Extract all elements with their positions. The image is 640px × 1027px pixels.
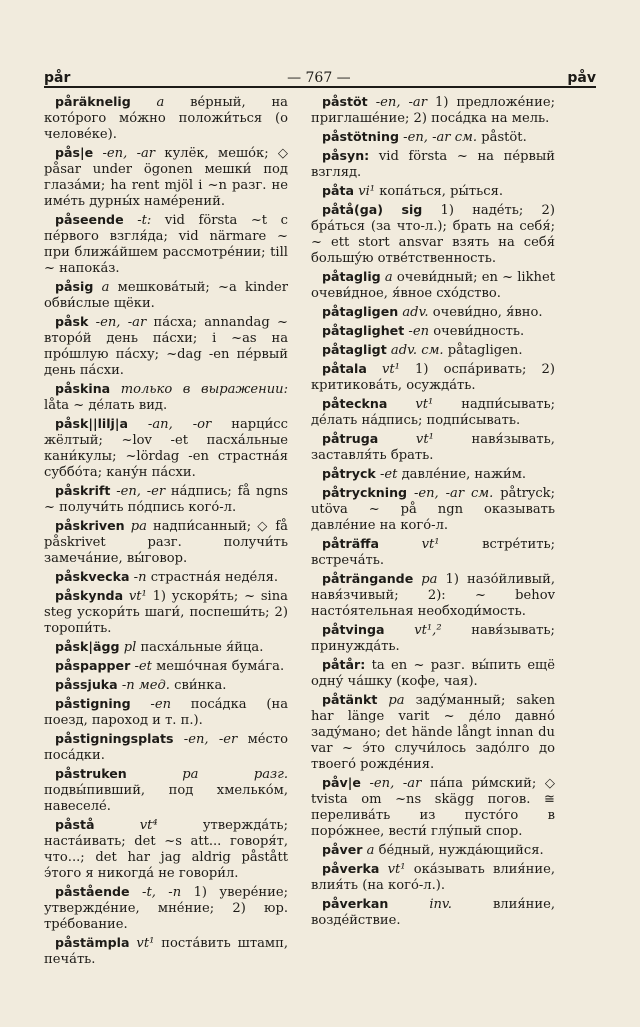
dictionary-entry: [311, 485, 555, 534]
entry-grammar: -en: [150, 697, 172, 712]
dictionary-entry: [311, 396, 555, 429]
dictionary-entry: [44, 696, 288, 729]
entry-headword: påstöt: [322, 94, 368, 109]
entry-headword: påräknelig: [55, 94, 131, 109]
entry-headword: påv|e: [322, 775, 361, 790]
entry-definition: па́сха; annandag ~ второ́й день па́схи; i ~as на про́шлую па́сху; ~dag -en пе́рвый день па́схи.: [44, 315, 288, 378]
entry-definition: надпи́сывать; де́лать на́дпись; подпи́сывать.: [311, 397, 555, 428]
entry-grammar: -en, -er: [116, 484, 166, 499]
entry-definition: сви́нка.: [174, 678, 227, 693]
entry-grammar: vt¹: [136, 936, 155, 951]
header-first-headword: pår: [44, 70, 71, 86]
page-header: [44, 62, 596, 86]
entry-grammar: adv. см.: [390, 343, 444, 358]
entry-grammar: a: [156, 95, 165, 110]
entry-definition: встре́тить; встреча́ть.: [311, 537, 555, 568]
dictionary-entry: [311, 657, 555, 690]
entry-headword: påstigning: [55, 696, 131, 711]
page-number: — 767 —: [287, 70, 351, 86]
entry-headword: påver: [322, 842, 363, 857]
dictionary-entry: [44, 817, 288, 882]
entry-grammar: pa разг.: [182, 767, 288, 782]
dictionary-entry: [311, 129, 555, 146]
entry-headword: påstötning: [322, 129, 399, 144]
entry-headword: påtaglig: [322, 269, 381, 284]
entry-headword: påtvinga: [322, 622, 385, 637]
dictionary-entry: [44, 381, 288, 414]
entry-definition: 1) оспа́ривать; 2) критикова́ть, осужда́ть.: [311, 362, 555, 393]
entry-definition: очеви́дность.: [433, 324, 525, 339]
entry-headword: påsk: [55, 314, 89, 329]
entry-definition: 1) увере́ние; утвержде́ние, мне́ние; 2) юр. тре́бование.: [44, 885, 288, 932]
entry-definition: навя́зывать; принужда́ть.: [311, 623, 555, 654]
entry-definition: 1) наде́ть; 2) бра́ться (за что-л.); брать на себя́; ~ ett stort ansvar взять на себя́ большу́ю отве́тственность.: [311, 203, 555, 266]
entry-definition: påtagligen.: [447, 343, 523, 358]
dictionary-entry: [44, 212, 288, 277]
entry-headword: påtryck: [322, 466, 376, 481]
entry-grammar: -et: [379, 467, 398, 482]
entry-headword: påstigningsplats: [55, 731, 174, 746]
entry-definition: па́па ри́мский; ◇ tvista om ~ns skägg погов. ≅ перелива́ть из пусто́го в поро́жнее, вести́ глу́пый спор.: [311, 776, 555, 839]
entry-grammar: -en, -er: [183, 732, 238, 747]
entry-grammar: vt¹: [421, 537, 440, 552]
dictionary-entry: [311, 842, 555, 859]
entry-grammar: -et: [134, 659, 152, 674]
entry-definition: утвержда́ть; наста́ивать; det ~s att... говоря́т, что...; det har jag aldrig påstått э́того я никогда́ не говори́л.: [44, 818, 288, 881]
dictionary-entry: [311, 431, 555, 464]
entry-definition: мешкова́тый; ~a kinder обви́слые щёки.: [44, 280, 289, 311]
dictionary-entry: [311, 183, 555, 200]
dictionary-entry: [44, 731, 288, 764]
entry-grammar: -en: [408, 324, 430, 339]
dictionary-entry: [311, 94, 555, 127]
dictionary-entry: [311, 342, 555, 359]
entry-definition: 1) ускоря́ть; ~ sina steg ускори́ть шаги́, поспеши́ть; 2) торопи́ть.: [44, 589, 288, 636]
entry-headword: påskvecka: [55, 569, 130, 584]
entry-definition: 1) назо́йливый, навя́зчивый; 2): ~ behov насто́ятельная необходи́мость.: [311, 572, 555, 619]
dictionary-entry: [44, 935, 288, 968]
header-last-headword: påv: [567, 70, 596, 86]
entry-grammar: a: [366, 843, 375, 858]
entry-definition: ве́рный, на кото́рого мо́жно положи́ться (о челове́ке).: [44, 95, 288, 142]
entry-headword: påtaglighet: [322, 323, 405, 338]
dictionary-entry: [311, 775, 555, 840]
dictionary-entry: [44, 884, 288, 933]
entry-definition: заду́манный; saken har länge varit ~ де́ло давно́ заду́мано; det hände långt innan du var ~ э́то случи́лось задо́лго до твоего́ рожде́ния.: [311, 693, 556, 772]
entry-definition: на́дпись; få ngns ~ получи́ть по́дпись кого́-л.: [44, 484, 288, 515]
entry-definition: пасха́льные я́йца.: [140, 640, 264, 655]
entry-headword: påstå: [55, 817, 95, 832]
entry-definition: påtryck; utöva ~ på ngn оказывать давле́ние на кого́-л.: [311, 486, 556, 533]
entry-headword: påträffa: [322, 536, 379, 551]
dictionary-entry: [311, 202, 555, 267]
entry-definition: очеви́дно, я́вно.: [432, 305, 543, 320]
dictionary-entry: [311, 536, 555, 569]
dictionary-entry: [311, 692, 555, 773]
entry-grammar: -n: [133, 570, 147, 585]
entry-headword: påstående: [55, 884, 130, 899]
entry-definition: vid första ~t с пе́рвого взгля́да; vid närmare ~ при ближа́йшем рассмотре́нии; till ~ напока́з.: [44, 213, 288, 276]
entry-headword: påstämpla: [55, 935, 130, 950]
dictionary-entry: [44, 416, 288, 481]
entry-grammar: -n мед.: [121, 678, 170, 693]
dictionary-entry: [44, 518, 288, 567]
entry-grammar: inv.: [429, 897, 452, 912]
entry-headword: påskriven: [55, 518, 125, 533]
entry-grammar: vt¹: [128, 589, 147, 604]
entry-headword: påtå(ga) sig: [322, 202, 423, 217]
entry-grammar: -en, -ar: [95, 315, 147, 330]
entry-headword: påverka: [322, 861, 380, 876]
entry-grammar: a: [384, 270, 393, 285]
entry-grammar: vt¹: [381, 362, 400, 377]
dictionary-entry: [44, 766, 288, 815]
entry-definition: навя́зывать, заставля́ть брать.: [311, 432, 555, 463]
entry-headword: påträngande: [322, 571, 414, 586]
dictionary-entry: [44, 569, 288, 586]
entry-definition: ta en ~ разг. вы́пить ещё одну́ ча́шку (кофе, чая).: [311, 658, 555, 689]
entry-headword: påskrift: [55, 483, 111, 498]
entry-headword: påsyn:: [322, 148, 370, 163]
entry-grammar: -en, -ar: [375, 95, 427, 110]
entry-grammar: -en, -ar см.: [413, 486, 494, 501]
dictionary-entry: [311, 304, 555, 321]
dictionary-entry: [44, 639, 288, 656]
dictionary-entry: [44, 588, 288, 637]
entry-definition: поста́вить штамп, печа́ть.: [44, 936, 288, 967]
entry-definition: нарци́сс жёлтый; ~lov -et пасха́льные кани́кулы; ~lördag -en страстна́я суббо́та; кану́н па́схи.: [44, 417, 288, 480]
entry-headword: påtala: [322, 361, 367, 376]
entry-headword: påverkan: [322, 896, 389, 911]
entry-grammar: -t:: [137, 213, 152, 228]
entry-headword: påspapper: [55, 658, 131, 673]
entry-headword: påskina: [55, 381, 111, 396]
dictionary-entry: [311, 466, 555, 483]
dictionary-entry: [311, 896, 555, 929]
entry-headword: påteckna: [322, 396, 388, 411]
entry-definition: давле́ние, нажи́м.: [401, 467, 527, 482]
entry-definition: очеви́дный; en ~ likhet очеви́дное, я́вное схо́дство.: [311, 270, 555, 301]
entry-headword: påtryckning: [322, 485, 408, 500]
dictionary-entry: [44, 658, 288, 675]
entry-definition: копа́ться, ры́ться.: [379, 184, 504, 199]
entry-headword: påtagligen: [322, 304, 399, 319]
entry-headword: påskynda: [55, 588, 124, 603]
entry-grammar: pa: [130, 519, 147, 534]
entry-definition: поса́дка (на поезд, пароход и т. п.).: [44, 697, 289, 728]
header-rule: [44, 86, 596, 88]
dictionary-entry: [311, 323, 555, 340]
entry-grammar: vt¹,²: [414, 623, 442, 638]
right-column: [311, 94, 555, 931]
dictionary-entry: [44, 314, 288, 379]
entry-headword: påtruga: [322, 431, 379, 446]
entry-grammar: a: [101, 280, 110, 295]
dictionary-entry: [311, 269, 555, 302]
dictionary-entry: [44, 483, 288, 516]
entry-headword: påsk||lilj|a: [55, 416, 128, 431]
entry-grammar: vt¹: [415, 432, 434, 447]
entry-grammar: vt¹: [387, 862, 406, 877]
entry-headword: påstruken: [55, 766, 127, 781]
dictionary-entry: [311, 148, 555, 181]
entry-definition: влия́ние, возде́йствие.: [311, 897, 555, 928]
dictionary-entry: [44, 94, 288, 143]
entry-grammar: -an, -or: [147, 417, 212, 432]
dictionary-entry: [44, 279, 288, 312]
entry-headword: påta: [322, 183, 355, 198]
entry-definition: подвы́пивший, под хмелько́м, навеселе́.: [44, 783, 288, 814]
entry-definition: låta ~ де́лать вид.: [44, 398, 168, 413]
entry-definition: påstöt.: [481, 130, 527, 145]
entry-grammar: -en, -ar см.: [403, 130, 478, 145]
entry-grammar: -en, -ar: [102, 146, 156, 161]
entry-grammar: только в выражении:: [120, 382, 288, 397]
left-column: [44, 94, 288, 970]
dictionary-entry: [311, 571, 555, 620]
entry-definition: бе́дный, нужда́ющийся.: [378, 843, 544, 858]
entry-definition: 1) предложе́ние; приглаше́ние; 2) поса́дка на мель.: [311, 95, 555, 126]
entry-headword: påseende: [55, 212, 124, 227]
entry-definition: ме́сто поса́дки.: [44, 732, 288, 763]
entry-grammar: pa: [388, 693, 405, 708]
entry-grammar: vt¹: [415, 397, 434, 412]
entry-grammar: pl: [123, 640, 137, 655]
entry-headword: påtänkt: [322, 692, 378, 707]
entry-grammar: pa: [421, 572, 438, 587]
entry-headword: påsk|ägg: [55, 639, 120, 654]
entry-definition: ока́зывать влия́ние, влия́ть (на кого́-л.).: [311, 862, 555, 893]
dictionary-entry: [311, 861, 555, 894]
entry-definition: vid första ~ на пе́рвый взгляд.: [311, 149, 555, 180]
entry-headword: pås|e: [55, 145, 94, 160]
dictionary-entry: [44, 145, 288, 210]
entry-headword: påtagligt: [322, 342, 387, 357]
entry-grammar: vt⁴: [139, 818, 158, 833]
entry-grammar: adv.: [402, 305, 429, 320]
entry-definition: страстна́я неде́ля.: [150, 570, 279, 585]
entry-definition: надпи́санный; ◇ få påskrivet разг. получи́ть замеча́ние, вы́говор.: [44, 519, 288, 566]
dictionary-entry: [311, 622, 555, 655]
entry-definition: кулёк, мешо́к; ◇ påsar under ögonen мешки́ под глаза́ми; ha rent mjöl i ~n разг. не име́ть дурны́х наме́рений.: [44, 146, 289, 209]
entry-definition: мешо́чная бума́га.: [156, 659, 285, 674]
dictionary-entry: [44, 677, 288, 694]
entry-headword: påssjuka: [55, 677, 118, 692]
entry-headword: påtår:: [322, 657, 366, 672]
dictionary-entry: [311, 361, 555, 394]
entry-grammar: -en, -ar: [369, 776, 422, 791]
entry-headword: påsig: [55, 279, 94, 294]
entry-grammar: vi¹: [358, 184, 376, 199]
entry-grammar: -t, -n: [142, 885, 182, 900]
